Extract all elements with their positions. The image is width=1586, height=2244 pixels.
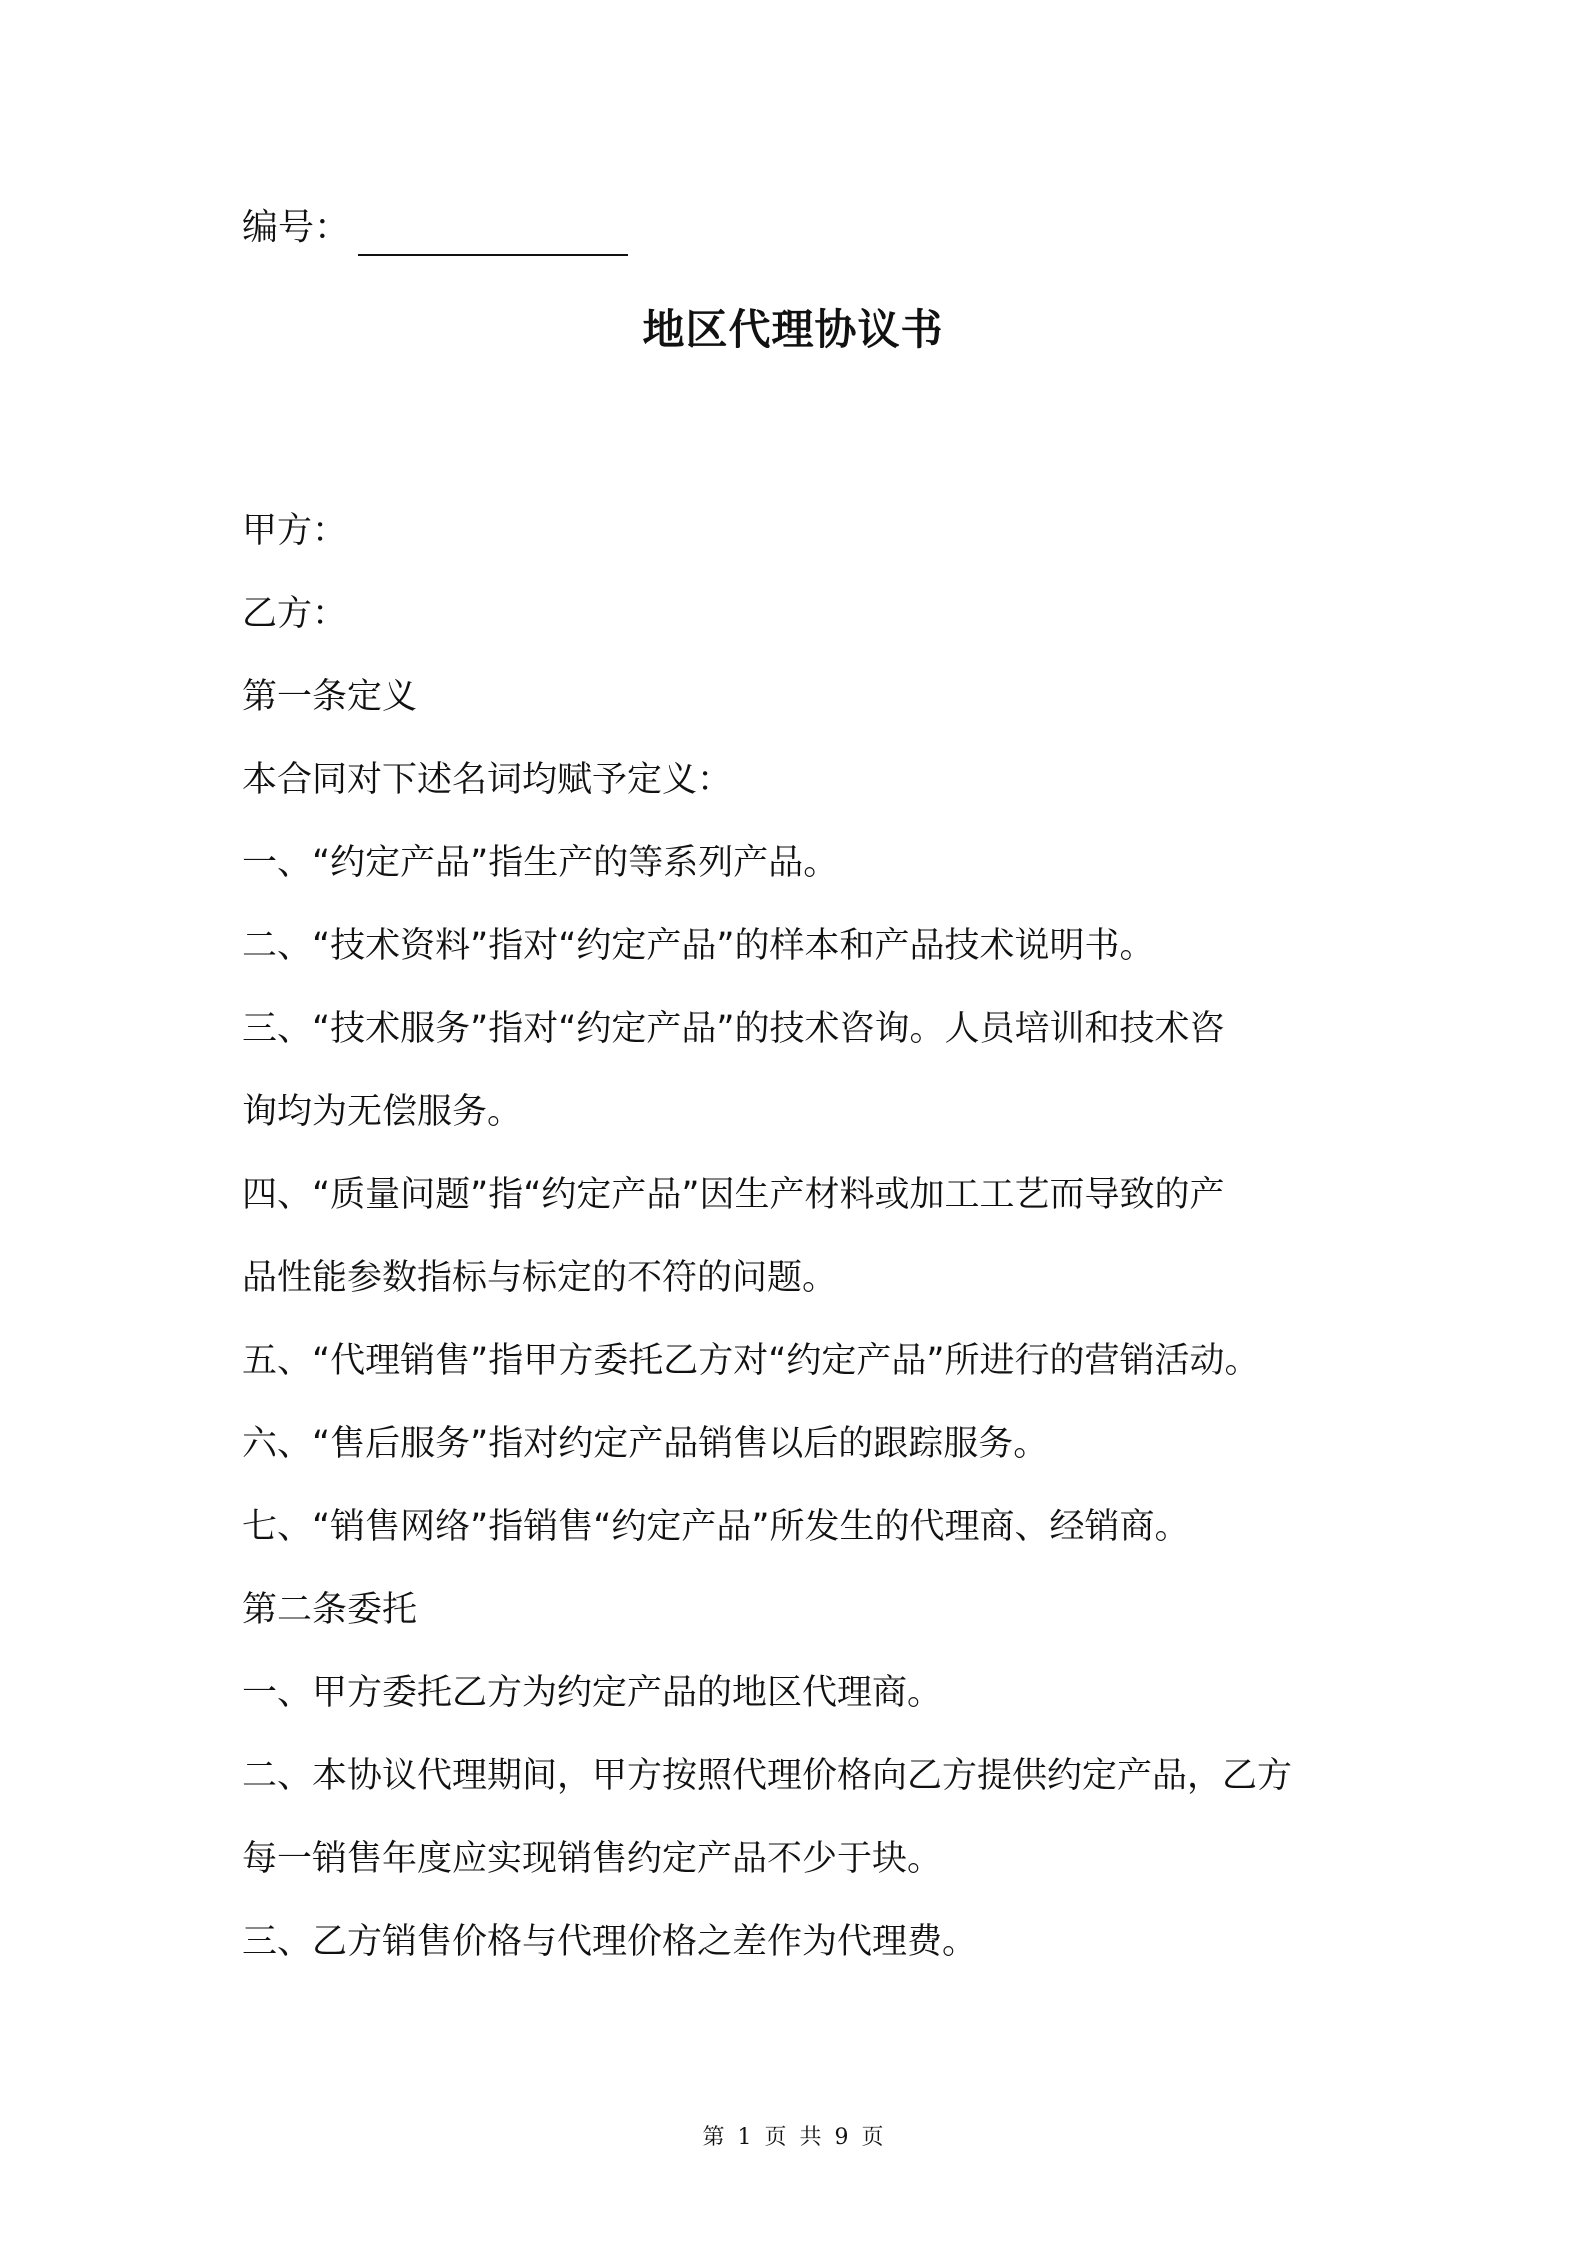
- page-footer: 第 1 页 共 9 页: [702, 2125, 884, 2150]
- contract-number-label: 编号：: [242, 207, 351, 248]
- document-body: [242, 490, 1362, 1984]
- document-title: 地区代理协议书: [642, 305, 944, 354]
- definition-item-4: 四、“质量问题”指“约定产品”因生产材料或加工工艺而导致的产: [242, 1175, 1225, 1215]
- contract-number-line: [242, 200, 628, 256]
- definition-item-6: 六、“售后服务”指对约定产品销售以后的跟踪服务。: [242, 1424, 1049, 1464]
- definition-item-5: 五、“代理销售”指甲方委托乙方对“约定产品”所进行的营销活动。: [242, 1341, 1260, 1381]
- entrust-item-1: 一、甲方委托乙方为约定产品的地区代理商。: [242, 1673, 943, 1713]
- entrust-item-3: 三、乙方销售价格与代理价格之差作为代理费。: [242, 1922, 978, 1962]
- definition-item-3-cont: 询均为无偿服务。: [242, 1092, 523, 1132]
- definition-item-1: 一、“约定产品”指生产的等系列产品。: [242, 843, 839, 883]
- article-2-heading: 第二条委托: [242, 1590, 418, 1630]
- party-a-line: 甲方：: [242, 511, 348, 551]
- article-1-heading: 第一条定义: [242, 677, 418, 717]
- definition-item-3: 三、“技术服务”指对“约定产品”的技术咨询。人员培训和技术咨: [242, 1009, 1225, 1049]
- definition-item-7: 七、“销售网络”指销售“约定产品”所发生的代理商、经销商。: [242, 1507, 1190, 1547]
- definition-item-2: 二、“技术资料”指对“约定产品”的样本和产品技术说明书。: [242, 926, 1155, 966]
- entrust-item-2-cont: 每一销售年度应实现销售约定产品不少于块。: [242, 1839, 943, 1879]
- definition-item-4-cont: 品性能参数指标与标定的不符的问题。: [242, 1258, 838, 1298]
- contract-number-blank: [358, 214, 628, 256]
- definitions-intro: 本合同对下述名词均赋予定义：: [242, 760, 733, 800]
- party-b-line: 乙方：: [242, 594, 348, 634]
- entrust-item-2: 二、本协议代理期间，甲方按照代理价格向乙方提供约定产品，乙方: [242, 1756, 1293, 1796]
